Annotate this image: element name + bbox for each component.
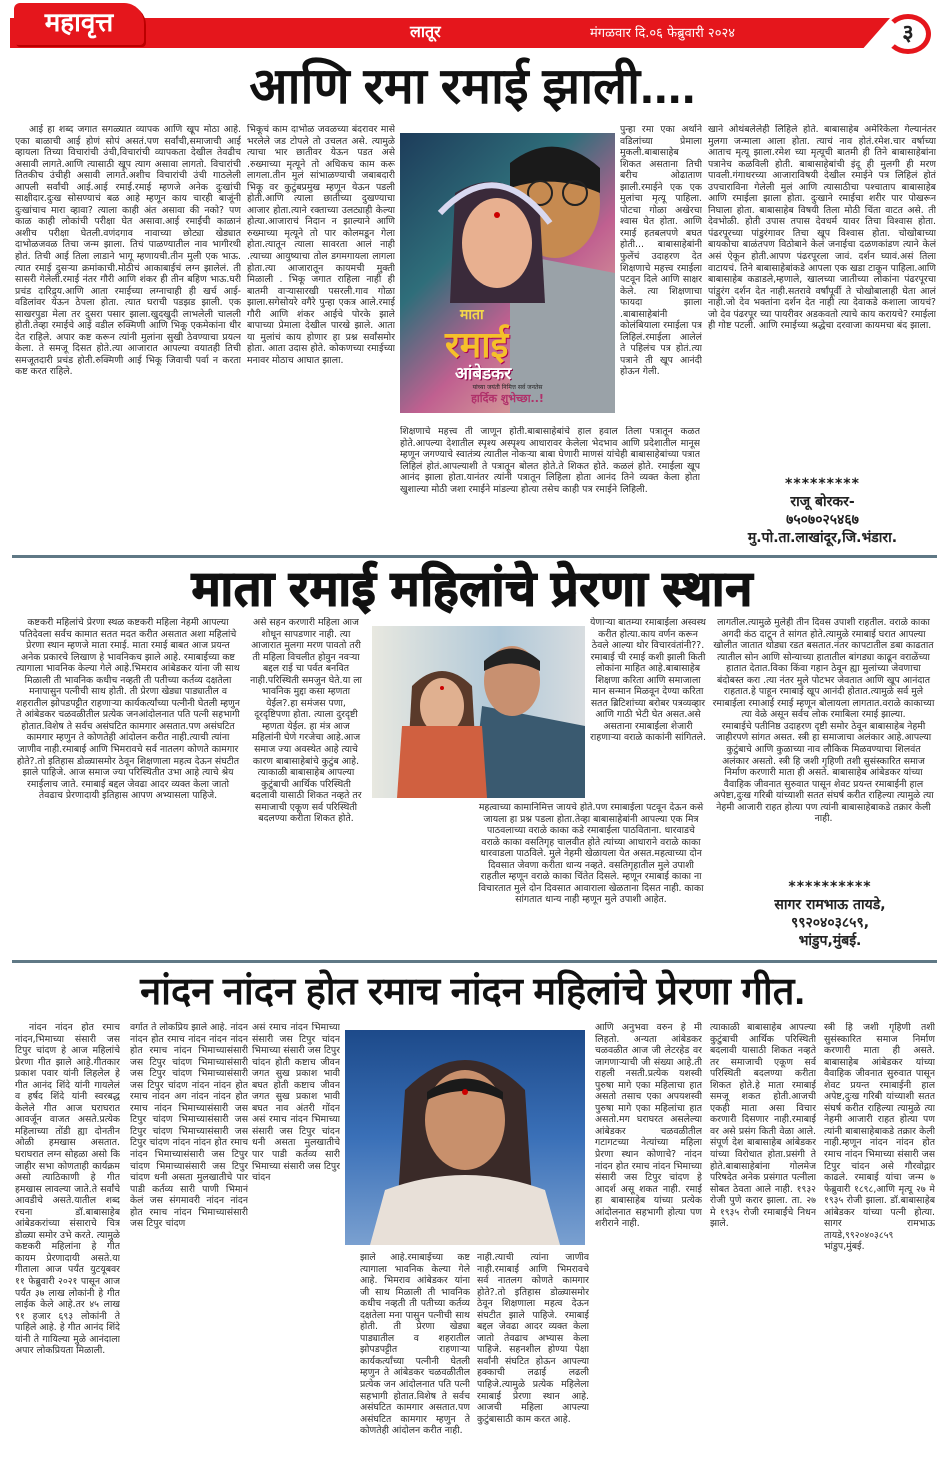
paragraph: नाही.त्याची त्यांना जाणीव नाही.रमाबाई आणि भिमरावचे सर्व नातलग कोणते कामगार होते?.तो इतिहास डोळ्यासमोर ठेवून शिक्षणाला महत्व देऊन संघटीत झाले पाहिजे. रमाबाई बद्दल जेवढा आदर व्यक्त केला जातो तेवढाच अभ्यास केला पाहिजे. सहनशील होण्या पेक्षा सर्वांनी संघटित होऊन आपल्या हक्काची लढाई लढली पाहिजे.त्यामुळे प्रत्येक महिलेला रमाबाई प्रेरणा स्थान आहे. आजची महिला आपल्या कुटुंबासाठी काम करत आहे. [477,1252,589,1425]
article3-col1 [15,1022,120,1480]
article3-headline: नांदन नांदन होत रमाच नांदन महिलांचे प्रेरणा गीत. [140,971,805,1013]
article3-col8 [824,1022,935,1480]
article2-col4 [712,617,935,875]
article3-col6 [595,1022,702,1480]
paragraph: लागतील.त्यामुळे मुलेही तीन दिवस उपाशी राहतील. वराळे काका अगदी कंठ दाटून ते सांगत होते.त्यामुळे रमाबाई घरात आपल्या खोलीत जातात थोड्या रडत बसतात.नंतर कापटातील डबा काढतात त्यातील सोन आणि सोन्याच्या हातातील बांगड्या काढून वराळेंच्या हातात देतात.विका किंवा गहान ठेवून ह्या मुलांच्या जेवणाचा बंदोबस्त करा .त्या नंतर मुले पोटभर जेवतात आणि खूप आनंदात राहतात.हे पाहून रमाबाई खूप आनंदी होतात.त्यामुळे सर्व मुले रमाबाईला रमाआई रमाई म्हणून बोलायला लागतात.वराळे काकाच्या त्या वेळे असून सर्वच लोक रमाबिला रमाई झाल्या. रमाबाईचे पतीनिष्ठ उदाहरण दृष्टी समोर ठेवून बाबासाहेब नेहमी जाहीरपणे सांगत असत. स्त्री हा समाजाचा अलंकार आहे.आपल्या कुटुंबाचे आणि कुळाच्या नाव लौकिक मिळवण्याचा शिलवंत अलंकार असतो. स्त्री हि जशी गृहिणी तशी सुसंस्कारित समाज निर्माण करणारी माता ही असते. बाबासाहेब आंबेडकर यांच्या वैवाहिक जीवनात सुरुवात पासून शेवट प्रयन्त रमाबाईनी हाल अपेष्टा,दुःख गरिबी यांच्याशी सतत संघर्ष करीत राहिल्या त्यामुळे त्या नेहमी आजारी राहत होत्या पण त्यांनी बाबासाहेबाकडे तक्रार केली नाही. [712,617,935,825]
paragraph: पुन्हा रमा एका अर्थाने वडिलांच्या प्रेमाला मुकली.बाबासाहेब शिकत असताना तिची बरीच ओढाताण झाली.रमाईने एक एक मुलांचा मृत्यू पाहिला. पोटचा गोळा अखेरचा श्वास घेत होता. आणि रमाई हतबलपणे बघत होती... बाबासाहेबांनी फुलेंचं उदाहरण देत शिक्षणाचे महत्त्व रमाईला पटवून दिले आणि साक्षर केले. त्या शिक्षणाचा फायदा झाला .बाबासाहेबांनी कोलंबियाला रमाईला पत्र लिहिलं.रमाईला आलेलं ते पहिलंच पत्र होतं.त्या पत्राने ती खूप आनंदी होऊन गेली. [620,124,702,378]
author-phone: ९९२०४०३८५९, [790,915,870,931]
paragraph: नांदन नांदन होत रमाच नांदन,भिमाच्या संसारी जस टिपुर चांदण हे आज महिलांचे प्रेरणा गीत झाले आहे.गीतकार प्रकाश पवार यांनी लिहलेल हे गीत आनंद शिंदे यांनी गायलेलं व हर्षद शिंदे यांनी स्वरबद्ध केलेले गीत आज घराघरात आवर्जून वाजत असते.प्रत्येक महिलाच्या तोंडी ह्या दोनतीन ओळी हमखास असतात. घराघरात लग्न सोहळा असो कि जाहीर सभा कोणताही कार्यक्रम असो त्याठिकाणी हे गीत हमखास लावल्या जाते.ते सर्वांचे आवडीचे असते.यातील शब्द रचना डॉ.बाबासाहेब आंबेडकरांच्या संसाराचे चित्र डोळ्या समोर उभे करते. त्यामुळे कष्टकरी महिलांना हे गीत कायम प्रेरणादायी असते.या गीताला आज पर्यंत युटयूबवर ११ फेब्रुवारी २०२१ पासून आज पर्यंत ३७ लाख लोकांनी हे गीत लाईक केले आहे.तर ४५ लाख ९१ हजार ६९३ लोकांनी ते पाहिले आहे. हे गीत आनंद शिंदे यांनी ते गायिल्या मुळे आनंदाला अपार लोकप्रियता मिळाली. [15,1022,120,1357]
article1-under-image [400,426,700,544]
poster-image-ramai-ambedkar [400,133,615,413]
article3-col5 [477,1252,589,1480]
portrait-illustration [372,626,585,798]
author-name: सागर रामभाऊ तायडे, [774,897,886,913]
paragraph: खाने ओथंबलेलेही लिहिले होते. बाबासाहेब अमेरिकेला गेल्यानंतर मुलगा जन्माला आला होता. त्याचं नाव होतं.रमेश.चार वर्षाच्या आताच मृत्यू झाला.रमेश च्या मृत्यूची बातमी ही तिने बाबासाहेबांना पत्रानेच कळविली होती. बाबासाहेबांची इंदू ही मुलगी ही मरण पावली.गंगाधरच्या आजाराविषयी देखील रमाईने पत्र लिहिलं होतं उपचाराविना गेलेली मुलं आणि त्यासाठीचा पश्चाताप बाबासाहेब आणि रमाईला झाला होता. दुःखाने रमाईचा शरीर पार पोखरून निघाला होता. बाबासाहेब विषयी तिला मोठी चिंता वाटत असे. ती देवभोळी. होती उपास तपास देवधर्म यावर तिचा विश्वास होता. पंढरपूरच्या पांडुरंगावर तिचा खूप विश्वास होता. चोखोबाच्या बायकोचा बाळंतपण विठोबाने केलं जनाईचा दळणकांडण त्याने केलं असं ऐकून होती.आपण पंढरपूरला जावं. दर्शन घ्यावं.असं तिला वाटायचं. तिने बाबासाहेबांकडे आपला एक खडा टाकून पाहिला.आणि बाबासाहेब कडाडले,म्हणाले, खालच्या जातीच्या लोकांना पंढरपूरचा पांडुरंग दर्शन देत नाही.सतरावे वर्षांपूर्वी ते चोखोबालाही घेता आलं नाही.जो देव भक्तांना दर्शन देत नाही त्या देवाकडे कशाला जायचं? जो देव पंढरपूर च्या पायरीवर अडकवतो त्याचे काय करायचे? रमाईला ही गोष्ट पटली. आणि रमाईच्या श्रद्धेचा दरवाजा कायमचा बंद झाला. [708,124,936,332]
section-divider [12,960,937,963]
paragraph: भिकूचं काम दाभोळ जवळच्या बंदरावर मासे भरलेले जड टोपले तो उचलत असे. त्यामुळे त्याचा भार छातीवर येऊन पडत असे .रुख्माच्या मृत्यूने तो अधिकच काम करू लागला.तीन मुलं सांभाळण्याची जबाबदारी भिकू वर कुटुंबप्रमुख म्हणून येऊन पडली होती.आणि त्याला छातीच्या दुखण्याचा आजार होता.त्याने रक्ताच्या उलट्याही केल्या होत्या.आजाराचं निदान न झाल्याने आणि रुख्माच्या मृत्यूने तो पार कोलमडून गेला होता.त्यातून त्याला सावरता आलं नाही .त्याच्या आयुष्याचा तोल डगमगायला लागला होता.त्या आजारातून कायमची मुक्ती मिळाली . भिकू जगात राहिला नाही ही बातमी वाऱ्यासारखी पसरली.गाव गोळा झाला.सगेसोयरे वगैरे पुन्हा एकत्र आले.रमाई गौरी आणि शंकर आईचे पोरके झाले बापाच्या प्रेमाला देखील पारखे झाले. आता या मुलांचं काय होणार हा प्रश्न सर्वांसमोर होता. आता उदास होते. कोकणच्या रमाईच्या मनावर मोठाच आघात झाला. [247,124,395,366]
article2-col2 [247,617,365,952]
article2-author-signature [740,878,920,950]
author-name: राजू बोरकर- [790,494,855,510]
photo-ramai [345,1030,585,1245]
stars-separator: ********* [785,476,860,492]
article1-col1 [15,124,241,544]
paragraph: स्त्री हि जशी गृहिणी तशी सुसंस्कारित समाज निर्माण करणारी माता ही असते. बाबासाहेब आंबेडकर यांच्या वैवाहिक जीवनात सुरुवात पासून शेवट प्रयन्त रमाबाईनी हाल अपेष्ट,दुःख गरिबी यांच्याशी सतत संघर्ष करीत राहिल्या त्यामुळे त्या नेहमी आजारी राहत होत्या पण त्यांनी बाबासाहेबाकडे तक्रार केली नाही.म्हणून नांदन नांदन होत रमाच नांदन भिमाच्या संसारी जस टिपुर चांदन असे गौरवोद्गार काढले. रमाबाई यांचा जन्म ७ फेब्रुवारी १८९८,आणि मृत्यू २७ मे १९३५ रोजी झाला. डॉ.बाबासाहेब आंबेडकर यांच्या पत्नी होत्या. सागर रामभाऊ तायडे,९९२०४०३८५९ भांडुप,मुंबई. [824,1022,935,1253]
article2-col1 [15,617,241,952]
issue-date: मंगळवार दि.०६ फेब्रुवारी २०२४ [590,26,735,41]
article3-col4 [360,1252,470,1480]
page-number: ३ [885,14,931,54]
author-address: भांडुप,मुंबई. [798,933,862,949]
article2-headline: माता रमाई महिलांचे प्रेरणा स्थान [191,563,754,616]
paragraph: आई हा शब्द जगात सगळ्यात व्यापक आणि खूप मोठा आहे. एका बाळाची आई होणं सोपं असतं.पण सर्वांची,समाजाची आई व्हायला तिच्या विचारांची उंची,विचारांची व्यापकता देखील तेवढीच असावी लागते.आणि त्यासाठी खूप त्याग असावा लागतो. विचारांची तितकीच उंचीही असावी लागते.अशीच विचारांची उंची गाठलेली आपली सर्वांची आई.आई रमाई.रमाई म्हणजे अनेक दुःखांची साक्षीदार.दुःख सोसण्याचं बळ आहे म्हणून काय चारही बाजूंनी दुःखांचाच मारा व्हावा? त्याला काही अंत असावा की नको? पण काळ काही लोकांची परीक्षा घेत असावा.आई रमाईची काळानं अशीच परीक्षा घेतली.वणंदगाव नावाच्या छोट्या खेड्यात दाभोळजवळ तिचा जन्म झाला. तिचं पाळण्यातील नाव भागीरथी होतं. तिची आई तिला लाडाने भागू म्हणायची.तीन मुली एक भाऊ. त्यात रमाई दुसऱ्या क्रमांकाची.मोठीचं आकाबाईचं लग्न झालेलं. ती सासरी गेलेली.रमाई नंतर गौरी आणि शंकर ही तीन बहिण भाऊ.घरी प्रचंड दारिद्र्य.आणि आता रमाईच्या लग्नाचाही ही खर्च आई-वडिलांवर येऊन ठेपला होता. त्यात घराची पडझड झाली. एक साखरपुडा मेला तर दुसरा पसार झाला.खुदखुदी लाभलेली चालली होती.तेव्हा रमाईचे आई वडील रुक्मिणी आणि भिकू एकमेकांना धीर देत राहिले. अपार कष्ट करून त्यांनी मुलांना सुखी ठेवण्याचा प्रयत्न केला. ते समजू दिसत होते.त्या आजारात आपल्या वयातही तिची समजूतदारी प्रचंड होती.रुक्मिणी आई भिकू जिवाची पर्वा न करता कष्ट करत राहिले. [15,124,241,378]
paragraph: आणि अनुभवा वरुन हे मी लिहतो. अन्यता आंबेडकर चळवळीत आज जी लेटरहेड वर जागणाऱ्याची जी संख्या आहे.ती राहली नसती.प्रत्येक यशस्वी पुरुषा मागे एका महिलाचा हात असतो तसाच एका अपयशस्वी पुरुषा मागे एका महिलांचा हात असतो.मग घराघरत असलेल्या आंबेडकर चळवळीतील गटागटच्या नेत्यांच्या महिला प्रेरणा स्थान कोणाचे? नांदन नांदन होत रमाच नांदन भिमाच्या संसारी जस टिपुर चांदण हे आदर्श असू शकत नाही. रमाई हा बाबासाहेब यांच्या प्रत्येक आंदोलनात सहभागी होत्या पण शरीराने नाही. [595,1022,702,1230]
section-divider [12,555,937,558]
poster-text-greeting: हार्दिक शुभेच्छा..! [471,392,544,405]
paragraph: महत्वाच्या कामानिमित्त जायचे होते.पण रमाबाईला पटवून देऊन कसे जायला हा प्रश्न पडला होता.तेव्हा बाबासाहेबांनी आपल्या एक मित्र पाठवलाच्या वराळे काका कडे रमाबाईला पाठविताना. धारवाडचे वराळे काका वसतिगृह चालवीत होते त्यांच्या आधाराने वराळे काका धारवाडला पाठविले. मुले नेहमी खेळायला येत असत.महत्वाच्या दोन दिवसात जेवणा करीता धान्य नव्हते. वसतिगृहातील मुले उपाशी राहतील म्हणून वराळे काका चिंतेत दिसले. म्हणून रमाबाई काका ना विचारतात मुले दोन दिवसात आवाराला खेळताना दिसत नाही. काका सांगतात धान्य नाही म्हणून मुले उपाशी आहेत. [478,802,704,906]
poster-text-mata: माता [460,307,484,323]
article1-col3 [620,124,702,424]
newspaper-logo: महावृत्त [14,3,144,45]
poster-text-ambedkar: आंबेडकर [455,364,512,384]
photo-ramai-ambedkar [372,626,585,798]
author-address: मु.पो.ता.लाखांदूर,जि.भंडारा. [747,530,898,546]
article3-col3-lyrics [252,1022,340,1480]
paragraph: असे सहन करणारी महिला आज शोधून सापडणार नाही. त्या आजारात मुलगा मरण पावतो तरी ती महिला विचलीत होवुन नवऱ्या बद्दल राई चा पर्वत बनवित नाही.परिस्थिती समजुन घेते.या ला भावनिक मुद्दा कसा म्हणता येईल?.हा समंजस पणा, दूरदृष्टिपणा होता. त्याला दुरदृष्टी म्हणता येईल. हा मंत्र आज महिलांनी घेणे गरजेचा आहे.आज समाज ज्या अवस्थेत आहे त्याचे कारण बाबासाहेबांचे कुटुंब आहे. त्याकाळी बाबासाहेब आपल्या कुटुंबाची आर्थिक परिस्थिती बदलावी यासाठी शिकत नव्हते तर समाजाची एकूण सर्व परिस्थिती बदलण्या करीता शिकत होते. [250,617,362,825]
paragraph: कष्टकरी महिलांचे प्रेरणा स्थळ कष्टकरी महिला नेहमी आपल्या पतिदेवला सर्वच कामात सतत मदत करीत असतात अशा महिलांचे प्रेरणा स्थान म्हणजे माता रमाई. माता रमाई बाबत आज प्रयन्त अनेक प्रकारचे लिखाण हे भावनिकच झाले आहे. रमाबाईच्या कष्ट त्यागाला भावनिक केल्या गेले आहे.भिमराव आंबेडकर यांना जी साथ मिळाली ती भावनिक कधीच नव्हती ती पतीच्या कर्तव्य दक्षतेला मनापासुन पत्नीची साथ होती. ती प्रेरणा खेड्या पाड्यातील व शहरातील झोपडपट्टीत राहणाऱ्या कार्यकर्त्यांच्या पत्नीनी घेतली म्हणुन ते आंबेडकर चळवळीतील प्रत्येक जनआंदोलनात पति पत्नी सहभागी होतात.विशेष ते सर्वच असंघटित कामगार असतात.पण असंघटित कामगार म्हणुन ते कोणतेही आंदोलन करीत नाही.त्याची त्यांना जाणीव नाही.रमाबाई आणि भिमरावचे सर्व नातलग कोणते कामगार होते?.तो इतिहास डोळ्यासमोर ठेवून शिक्षणाला महत्व देऊन संघटीत झाले पाहिजे. आज समाज ज्या परिस्थितीत उभा आहे त्याचे श्रेय रमाईलाच जाते. रमाबाई बद्दल जेवढा आदर व्यक्त केला जातो तेवढाच प्रेरणादायी इतिहास आपण अभ्यासला पाहिजे. [16,617,240,802]
article3-col2-lyrics [130,1022,248,1480]
article1-col2 [247,124,395,544]
article1-author-signature [710,475,935,547]
poster-text-greeting-sub: यांच्या जयंती निमित्त सर्व जनतेस [472,384,543,391]
paragraph: त्याकाळी बाबासाहेब आपल्या कुटुंबाची आर्थिक परिस्थिती बदलावी यासाठी शिकत नव्हते तर समाजाची एकूण सर्व परिस्थिती बदलण्या करीता शिकत होते.हे माता रमाबाई समजू शकत होती.आजची एकही माता असा विचार करणारी दिसणार नाही.रमाबाई वर असे प्रसंग किती वेळा आले. संपूर्ण देश बाबासाहेब आंबेडकर यांच्या विरोधात होता.प्रसंगी ते होते.बाबासाहेबांना गोलमेज परिषदेत अनेक प्रसंगात पत्नीला सोबत ठेवता आले नाही. १९३२ रोजी पुणे करार झाला. ता. २७ मे १९३५ रोजी रमाबाईंचे निधन झाले. [710,1022,816,1230]
article3-col7 [710,1022,816,1480]
paragraph: झाले आहे.रमाबाईच्या कष्ट त्यागाला भावनिक केल्या गेले आहे. भिमराव आंबेडकर यांना जी साथ मिळाली ती भावनिक कधीच नव्हती ती पतीच्या कर्तव्य दक्षतेला मना पासुन पत्नीची साथ होती. ती प्रेरणा खेड्या पाड्यातील व शहरातील झोपडपट्टीत राहणाऱ्या कार्यकर्त्यांच्या पत्नीनी घेतली म्हणुन ते आंबेडकर चळवळीतील प्रत्येक जन आंदोलनात पति पत्नी सहभागी होतात.विशेष ते सर्वच असंघटित कामगार असतात.पण असंघटित कामगार म्हणुन ते कोणतेही आंदोलन करीत नाही. [360,1252,470,1437]
article2-under-image [478,802,704,952]
paragraph: शिक्षणाचे महत्त्व ती जाणून होती.बाबासाहेबांचे हाल हवाल तिला पत्रातून कळत होते.आपल्या देशातील स्पृश्य अस्पृश्य आधारावर केलेला भेदभाव आणि प्रदेशातील मानूस म्हणून जगण्याचे स्वातंत्र्य त्यातील नोकऱ्या बाबा घेणारी माणसं यांचेही बाबासाहेबांच्या पत्रात लिहिलं होतं.आपल्याशी ते पत्रातून बोलत होते.ते शिकत होते. कळलं होते. रमाईला खूप आनंद झाला होता.यानंतर त्यांनी पत्रातून लिहिला होता आनंद तिने व्यक्त केला होता खुशाल्या मोठी जशा रमाईने मांडल्या होत्या तसेच काही पत्र रमाईने लिहिली. [400,426,700,495]
paragraph: असं रमाच नांदन भिमाच्या संसारी जस टिपुर चांदन भिमाच्या संसारी जस टिपुर चांदन होती कष्टाच जीवन जगत सुख प्रकाश भावी बघत होती कष्टाच जीवन जगत सुख प्रकाश भावी बघत नाव अंतरी गोंदन असं रमाच नांदन भिमाच्या संसारी जस टिपुर चांदन धनी असता मुलखातीचे पार पाडी कर्तव्य सारी भिमाच्या संसारी जस टिपुर चांदन [252,1022,340,1184]
article2-col3 [590,617,706,802]
paragraph: वर्गात ते लोकप्रिय झाले आहे. नांदन नांदन होत रमाच नांदन नांदन नांदन होत रमाच नांदन भिमाच्यासंसारी जस टिपुर चांदण भिमाच्यासंसारी जस टिपुर चांदण भिमाच्यासंसारी जस टिपुर चांदण नांदन नांदन होत रमाच नांदन अग नांदन नांदन होत रमाच नांदन भिमाच्यासंसारी जस टिपुर चांदण भिमाच्यासंसारी जस टिपुर चांदण भिमाच्यासंसारी जस टिपुर चांदण नांदन नांदन होत रमाच नांदन भिमाच्यासंसारी जस टिपुर चांदण भिमाच्यासंसारी जस टिपुर चांदण धनी असता मुलखातीचे पार पाडी कर्तव्य सारी पाणी भिमानं केलं जस संगमावरी नांदन नांदन होत रमाच नांदन भिमाच्यासंसारी जस टिपुर चांदण [130,1022,248,1230]
article1-col4 [708,124,936,469]
paragraph: येणाऱ्या बातम्या रमाबाईला अस्वस्थ करीत होत्या.काय वर्णन करून ठेवले आल्या थोर विचारवंतांनी??. रमाबाई ची रमाई कशी झाली किती लोकांना माहित आहे.बाबासाहेब शिक्षणा करिता आणि समाजाला मान सन्मान मिळवून देण्या करिता सतत ब्रिटिशांच्या बरोबर पत्रव्यव्हार आणि गाठी भेटी घेत असत.असे असताना रमाबाईला शेजारी राहणाऱ्या वराळे काकांनी सांगितले. [590,617,706,744]
poster-text-ramai: रमाई [445,325,509,366]
stars-separator: ********** [788,879,872,895]
article1-headline: आणि रमा रमाई झाली.... [249,58,696,114]
author-phone: ७५०७०२५४६७ [786,512,859,528]
portrait-illustration [345,1030,585,1245]
edition-city: लातूर [410,22,441,41]
